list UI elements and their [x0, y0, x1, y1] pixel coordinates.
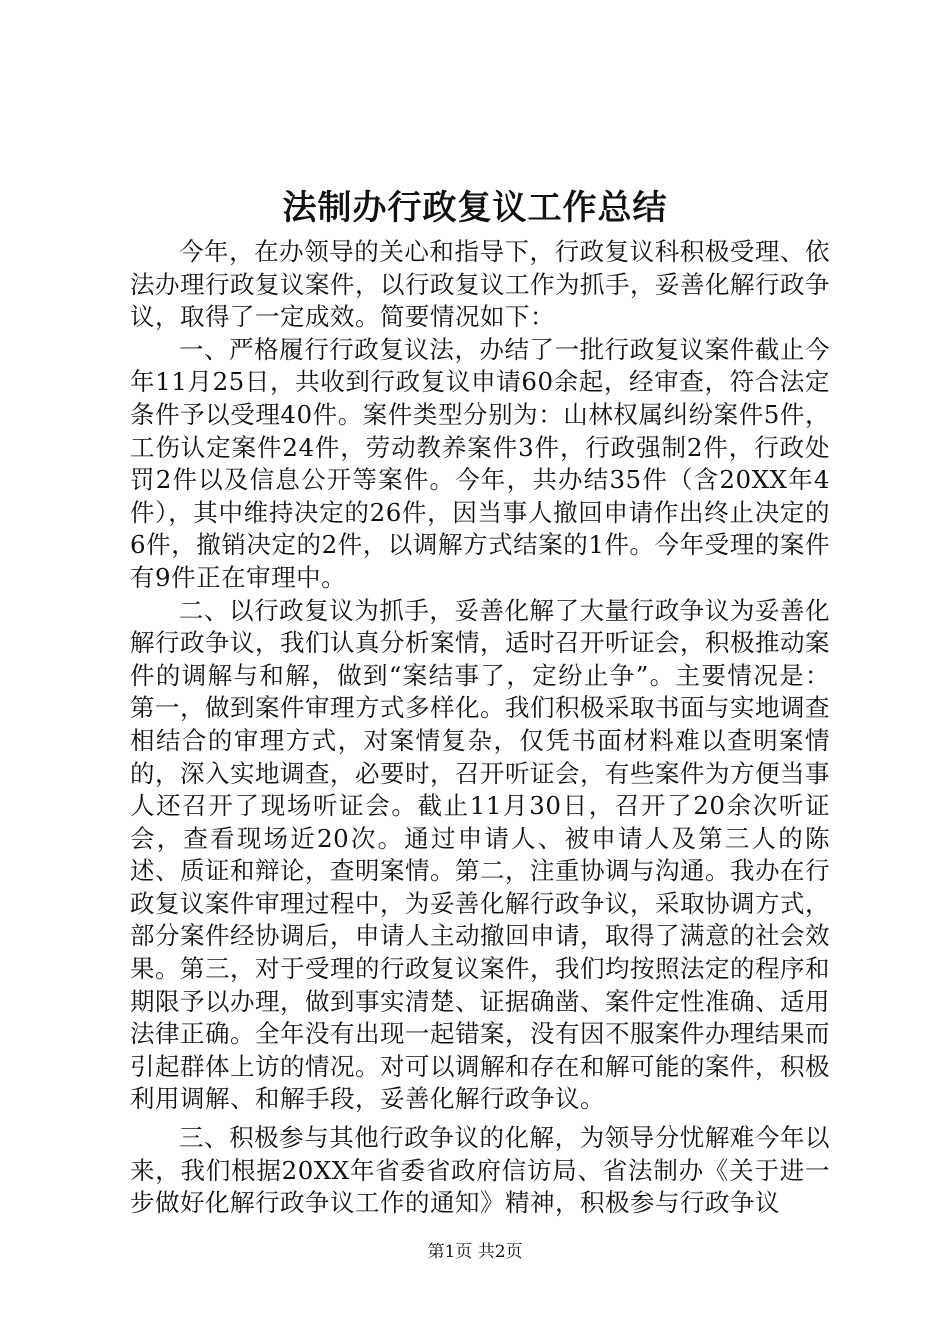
document-title: 法制办行政复议工作总结 — [282, 188, 668, 228]
intro-paragraph: 今年，在办领导的关心和指导下，行政复议科积极受理、依法办理行政复议案件，以行政复议工作为抓手，妥善化解行政争议，取得了一定成效。简要情况如下： — [130, 237, 830, 332]
section-three-paragraph: 三、积极参与其他行政争议的化解，为领导分忧解难今年以来，我们根据20XX年省委省政府信访局、省法制办《关于进一步做好化解行政争议工作的通知》精神，积极参与行政争议 — [130, 1123, 830, 1218]
section-two-paragraph: 二、以行政复议为抓手，妥善化解了大量行政争议为妥善化解行政争议，我们认真分析案情，适时召开听证会，积极推动案件的调解与和解，做到“案结事了，定纷止争”。主要情况是：第一，做到案件审理方式多样化。我们积极采取书面与实地调查相结合的审理方式，对案情复杂，仅凭书面材料难以查明案情的，深入实地调查，必要时，召开听证会，有些案件为方便当事人还召开了现场听证会。截止11月30日，召开了20余次听证会，查看现场近20次。通过申请人、被申请人及第三人的陈述、质证和辩论，查明案情。第二，注重协调与沟通。我办在行政复议案件审理过程中，为妥善化解行政争议，采取协调方式，部分案件经协调后，申请人主动撤回申请，取得了满意的社会效果。第三，对于受理的行政复议案件，我们均按照法定的程序和期限予以办理，做到事实清楚、证据确凿、案件定性准确、适用法律正确。全年没有出现一起错案，没有因不服案件办理结果而引起群体上访的情况。对可以调解和存在和解可能的案件，积极利用调解、和解手段，妥善化解行政争议。 — [130, 595, 830, 1114]
section-one-paragraph: 一、严格履行行政复议法，办结了一批行政复议案件截止今年11月25日，共收到行政复议申请60余起，经审查，符合法定条件予以受理40件。案件类型分别为：山林权属纠纷案件5件，工伤认定案件24件，劳动教养案件3件，行政强制2件，行政处罚2件以及信息公开等案件。今年，共办结35件（含20XX年4件），其中维持决定的26件，因当事人撤回申请作出终止决定的6件，撤销决定的2件，以调解方式结案的1件。今年受理的案件有9件正在审理中。 — [130, 334, 830, 592]
document-body — [130, 236, 830, 1220]
page-footer: 第1页 共2页 — [427, 1242, 523, 1262]
